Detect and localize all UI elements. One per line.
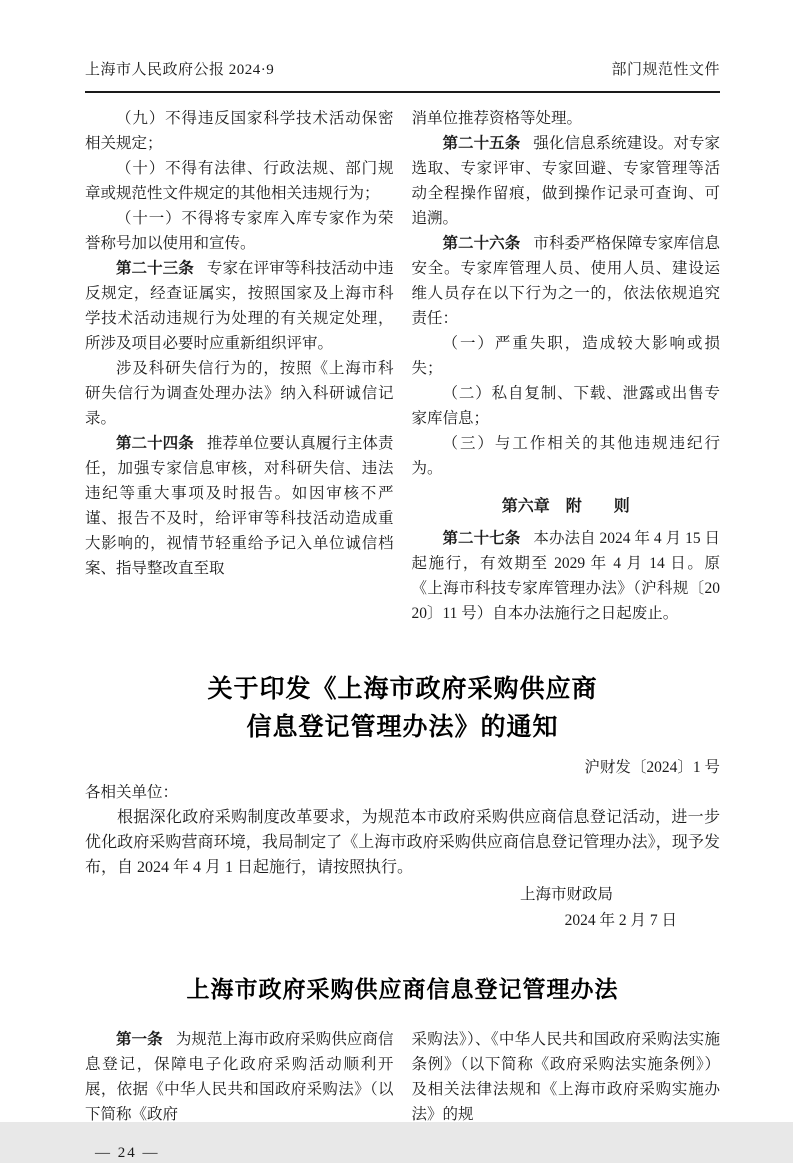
paragraph-article-27 [412, 526, 721, 626]
paragraph-item-2 [412, 381, 721, 431]
article-number: 第二十四条 [116, 435, 194, 452]
measures-left-column [85, 1027, 394, 1127]
paragraph-text: 强化信息系统建设。对专家选取、专家评审、专家回避、专家管理等活动全程操作留痕，做到操作记录可查询、可追溯。 [411, 135, 720, 227]
notice-title-line1: 关于印发《上海市政府采购供应商 [207, 675, 598, 703]
paragraph-text: 涉及科研失信行为的，按照《上海市科研失信行为调查处理办法》纳入科研诚信记录。 [85, 360, 394, 427]
paragraph-text: 市科委严格保障专家库信息安全。专家库管理人员、使用人员、建设运维人员存在以下行为之一的，依法依规追究责任： [411, 235, 720, 327]
paragraph-article-24 [85, 431, 394, 581]
paragraph-text: 为规范上海市政府采购供应商信息登记，保障电子化政府采购活动顺利开展，依据《中华人民共和国政府采购法》（以下简称《政府 [85, 1031, 394, 1123]
paragraph-text: （一）严重失职，造成较大影响或损失； [411, 335, 720, 377]
paragraph-item-1 [412, 331, 721, 381]
paragraph-item-10 [85, 156, 394, 206]
article-number: 第二十七条 [442, 530, 521, 547]
notice-body: 根据深化政府采购制度改革要求，为规范本市政府采购供应商信息登记活动，进一步优化政府采购营商环境，我局制定了《上海市政府采购供应商信息登记管理办法》，现予发布，自 2024 年 4 月 1 日起施行，请按照执行。 [85, 809, 720, 876]
gazette-title: 上海市人民政府公报 2024·9 [85, 62, 275, 78]
paragraph-continuation [412, 106, 721, 131]
page-number: — 24 — [95, 1145, 160, 1161]
paragraph-research-integrity [85, 356, 394, 431]
paragraph-item-11 [85, 206, 394, 256]
salutation: 各相关单位： [85, 784, 179, 801]
doc-number: 沪财发〔2024〕1 号 [584, 759, 720, 776]
measures-columns [85, 1027, 720, 1127]
paragraph-article-25 [412, 131, 721, 231]
page-header [85, 58, 720, 93]
notice-title-line2: 信息登记管理办法》的通知 [246, 713, 559, 741]
paragraph-item-9 [85, 106, 394, 156]
regulation-right-column [412, 106, 721, 626]
paragraph-text: （九）不得违反国家科学技术活动保密相关规定； [85, 110, 394, 152]
paragraph-article-1 [85, 1027, 394, 1127]
doc-type-label: 部门规范性文件 [611, 62, 720, 78]
signature-block [85, 882, 720, 934]
article-number: 第二十五条 [442, 135, 521, 152]
paragraph-text: （三）与工作相关的其他违规违纪行为。 [411, 435, 720, 477]
sign-date: 2024 年 2 月 7 日 [564, 912, 677, 929]
signer: 上海市财政局 [519, 886, 613, 903]
article-number: 第二十六条 [442, 235, 521, 252]
paragraph-text: （二）私自复制、下载、泄露或出售专家库信息； [411, 385, 720, 427]
paragraph-text: （十）不得有法律、行政法规、部门规章或规范性文件规定的其他相关违规行为； [85, 160, 394, 202]
paragraph-article-26 [412, 231, 721, 331]
regulation-columns [85, 106, 720, 626]
paragraph-text: 采购法》）、《中华人民共和国政府采购法实施条例》（以下简称《政府采购法实施条例》） 及相关法律法规和《上海市政府采购实施办法》的规 [411, 1031, 720, 1123]
regulation-left-column [85, 106, 394, 626]
paragraph-article-23 [85, 256, 394, 356]
chapter-heading: 第六章 附 则 [501, 498, 630, 515]
measures-title: 上海市政府采购供应商信息登记管理办法 [186, 976, 619, 1002]
paragraph-text: 专家在评审等科技活动中违反规定，经查证属实，按照国家及上海市科学技术活动违规行为处理的有关规定处理，所涉及项目必要时应重新组织评审。 [85, 260, 394, 352]
measures-right-column [412, 1027, 721, 1127]
paragraph-text: 推荐单位要认真履行主体责任，加强专家信息审核，对科研失信、违法违纪等重大事项及时报告。如因审核不严谨、报告不及时，给评审等科技活动造成重大影响的，视情节轻重给予记入单位诚信档案、指导整改直至取 [85, 435, 394, 577]
article-number: 第二十三条 [116, 260, 194, 277]
article-number: 第一条 [116, 1031, 163, 1048]
paragraph-text: （十一）不得将专家库入库专家作为荣誉称号加以使用和宣传。 [85, 210, 394, 252]
paragraph-continuation [412, 1027, 721, 1127]
notice-title [85, 670, 720, 746]
paragraph-text: 本办法自 2024 年 4 月 15 日起施行，有效期至 2029 年 4 月 14 日。原《上海市科技专家库管理办法》（沪科规〔2020〕11 号）自本办法施行之日起废止。 [411, 530, 720, 622]
paragraph-item-3 [412, 431, 721, 481]
paragraph-text: 消单位推荐资格等处理。 [411, 110, 583, 127]
